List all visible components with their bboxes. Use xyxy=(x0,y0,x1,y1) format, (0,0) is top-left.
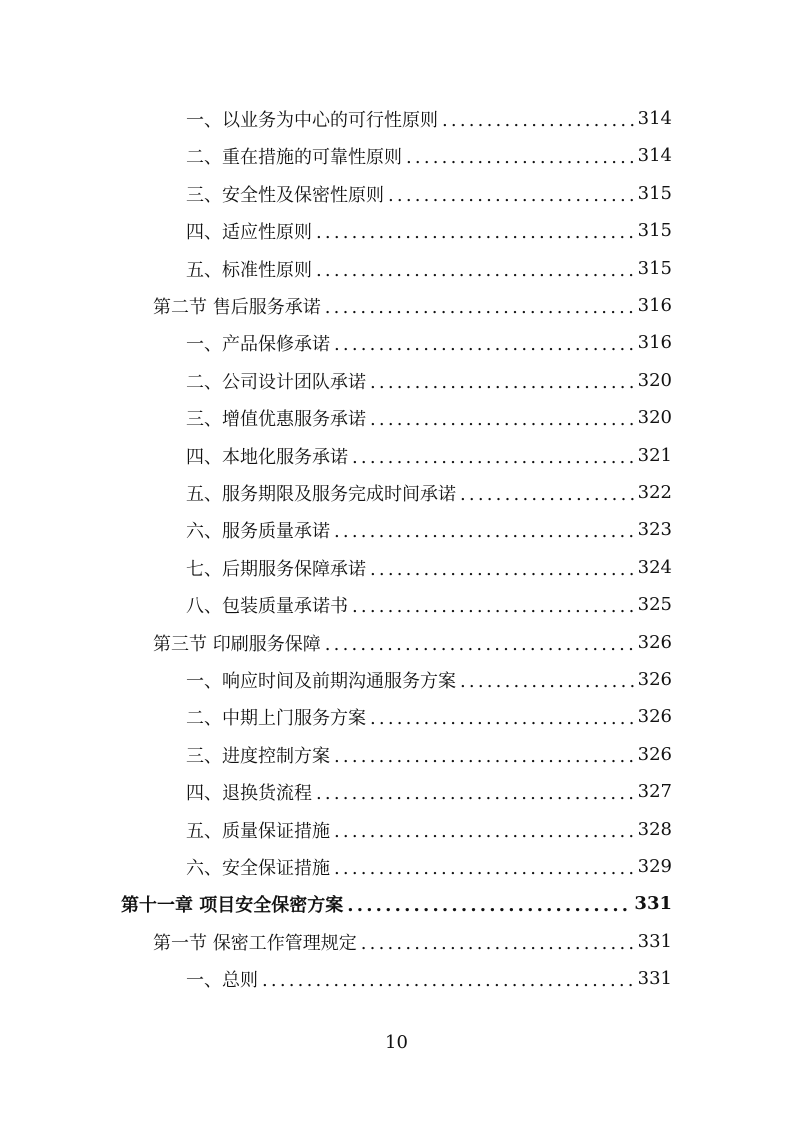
toc-entry-title: 一、以业务为中心的可行性原则 xyxy=(186,109,438,131)
toc-entry-page: 326 xyxy=(637,744,672,765)
toc-entry-title: 三、进度控制方案 xyxy=(186,745,330,767)
toc-entry-title: 四、适应性原则 xyxy=(186,221,312,243)
page-number: 10 xyxy=(385,1032,408,1053)
toc-entry-title: 一、产品保修承诺 xyxy=(186,333,330,355)
toc-entry-page: 328 xyxy=(637,819,672,840)
toc-entry-title: 一、响应时间及前期沟通服务方案 xyxy=(186,670,456,692)
toc-entry-title: 一、总则 xyxy=(186,969,258,991)
toc-leader-dots xyxy=(352,596,634,617)
toc-leader-dots xyxy=(406,147,634,168)
toc-leader-dots xyxy=(347,895,630,916)
toc-entry[interactable] xyxy=(0,100,672,137)
toc-entry-title: 第一节 保密工作管理规定 xyxy=(153,932,357,954)
toc-entry[interactable] xyxy=(0,511,672,548)
toc-leader-dots xyxy=(361,933,634,954)
toc-entry[interactable] xyxy=(0,848,672,885)
toc-leader-dots xyxy=(334,746,634,767)
toc-entry-title: 六、服务质量承诺 xyxy=(186,520,330,542)
toc-leader-dots xyxy=(262,970,634,991)
toc-entry[interactable] xyxy=(0,175,672,212)
toc-entry-page: 315 xyxy=(637,183,672,204)
toc-leader-dots xyxy=(316,222,634,243)
toc-entry-page: 326 xyxy=(637,669,672,690)
toc-leader-dots xyxy=(442,110,634,131)
toc-entry[interactable] xyxy=(0,399,672,436)
toc-entry-page: 314 xyxy=(637,145,672,166)
toc-leader-dots xyxy=(316,783,634,804)
toc-entry[interactable] xyxy=(0,250,672,287)
toc-entry-page: 322 xyxy=(637,482,672,503)
toc-entry-title: 三、安全性及保密性原则 xyxy=(186,184,384,206)
toc-entry[interactable] xyxy=(0,549,672,586)
toc-entry[interactable] xyxy=(0,324,672,361)
toc-entry-title: 第十一章 项目安全保密方案 xyxy=(121,894,344,916)
toc-entry-title: 五、标准性原则 xyxy=(186,259,312,281)
toc-entry[interactable] xyxy=(0,960,672,997)
toc-entry-page: 326 xyxy=(637,706,672,727)
toc-entry-page: 320 xyxy=(637,407,672,428)
toc-entry[interactable] xyxy=(0,287,672,324)
toc-entry[interactable] xyxy=(0,661,672,698)
toc-entry-page: 315 xyxy=(637,220,672,241)
toc-leader-dots xyxy=(334,821,634,842)
toc-entry-title: 二、公司设计团队承诺 xyxy=(186,371,366,393)
toc-entry-page: 321 xyxy=(637,445,672,466)
toc-entry[interactable] xyxy=(0,736,672,773)
toc-entry[interactable] xyxy=(0,437,672,474)
toc-leader-dots xyxy=(370,372,634,393)
toc-leader-dots xyxy=(316,260,634,281)
toc-entry-page: 316 xyxy=(637,295,672,316)
toc-entry-page: 331 xyxy=(634,893,672,914)
toc-entry-title: 第二节 售后服务承诺 xyxy=(153,296,321,318)
toc-entry-title: 三、增值优惠服务承诺 xyxy=(186,408,366,430)
toc-leader-dots xyxy=(334,858,634,879)
toc-entry-page: 329 xyxy=(637,856,672,877)
toc-entry-page: 327 xyxy=(637,781,672,802)
toc-leader-dots xyxy=(460,484,634,505)
toc-entry-page: 323 xyxy=(637,519,672,540)
toc-entry-page: 331 xyxy=(637,931,672,952)
toc-leader-dots xyxy=(370,409,634,430)
toc-leader-dots xyxy=(325,297,634,318)
toc-leader-dots xyxy=(334,334,634,355)
toc-entry[interactable] xyxy=(0,698,672,735)
toc-entry[interactable] xyxy=(0,773,672,810)
toc-entry-title: 七、后期服务保障承诺 xyxy=(186,558,366,580)
toc-entry[interactable] xyxy=(0,212,672,249)
toc-entry-title: 四、退换货流程 xyxy=(186,782,312,804)
toc-entry-title: 四、本地化服务承诺 xyxy=(186,446,348,468)
toc-entry-page: 326 xyxy=(637,632,672,653)
toc-entry-title: 五、服务期限及服务完成时间承诺 xyxy=(186,483,456,505)
toc-entry[interactable] xyxy=(0,811,672,848)
toc-entry-title: 五、质量保证措施 xyxy=(186,820,330,842)
toc-entry[interactable] xyxy=(0,885,672,922)
toc-entry[interactable] xyxy=(0,137,672,174)
toc-leader-dots xyxy=(370,559,634,580)
toc-entry[interactable] xyxy=(0,624,672,661)
toc-entry-page: 325 xyxy=(637,594,672,615)
toc-entry-page: 324 xyxy=(637,557,672,578)
toc-entry-page: 314 xyxy=(637,108,672,129)
toc-entry-page: 320 xyxy=(637,370,672,391)
toc-entry-title: 八、包装质量承诺书 xyxy=(186,595,348,617)
toc-leader-dots xyxy=(370,708,634,729)
toc-entry[interactable] xyxy=(0,586,672,623)
toc-entry-page: 331 xyxy=(637,968,672,989)
toc-entry-page: 316 xyxy=(637,332,672,353)
toc-entry-title: 第三节 印刷服务保障 xyxy=(153,633,321,655)
toc-entry-page: 315 xyxy=(637,258,672,279)
toc-entry-title: 二、中期上门服务方案 xyxy=(186,707,366,729)
toc-leader-dots xyxy=(388,185,634,206)
toc-entry[interactable] xyxy=(0,923,672,960)
toc-leader-dots xyxy=(352,447,634,468)
toc-leader-dots xyxy=(325,634,634,655)
toc-entry[interactable] xyxy=(0,362,672,399)
toc-leader-dots xyxy=(460,671,634,692)
toc-entry[interactable] xyxy=(0,474,672,511)
toc-leader-dots xyxy=(334,521,634,542)
toc-entry-title: 六、安全保证措施 xyxy=(186,857,330,879)
toc-entry-title: 二、重在措施的可靠性原则 xyxy=(186,146,402,168)
